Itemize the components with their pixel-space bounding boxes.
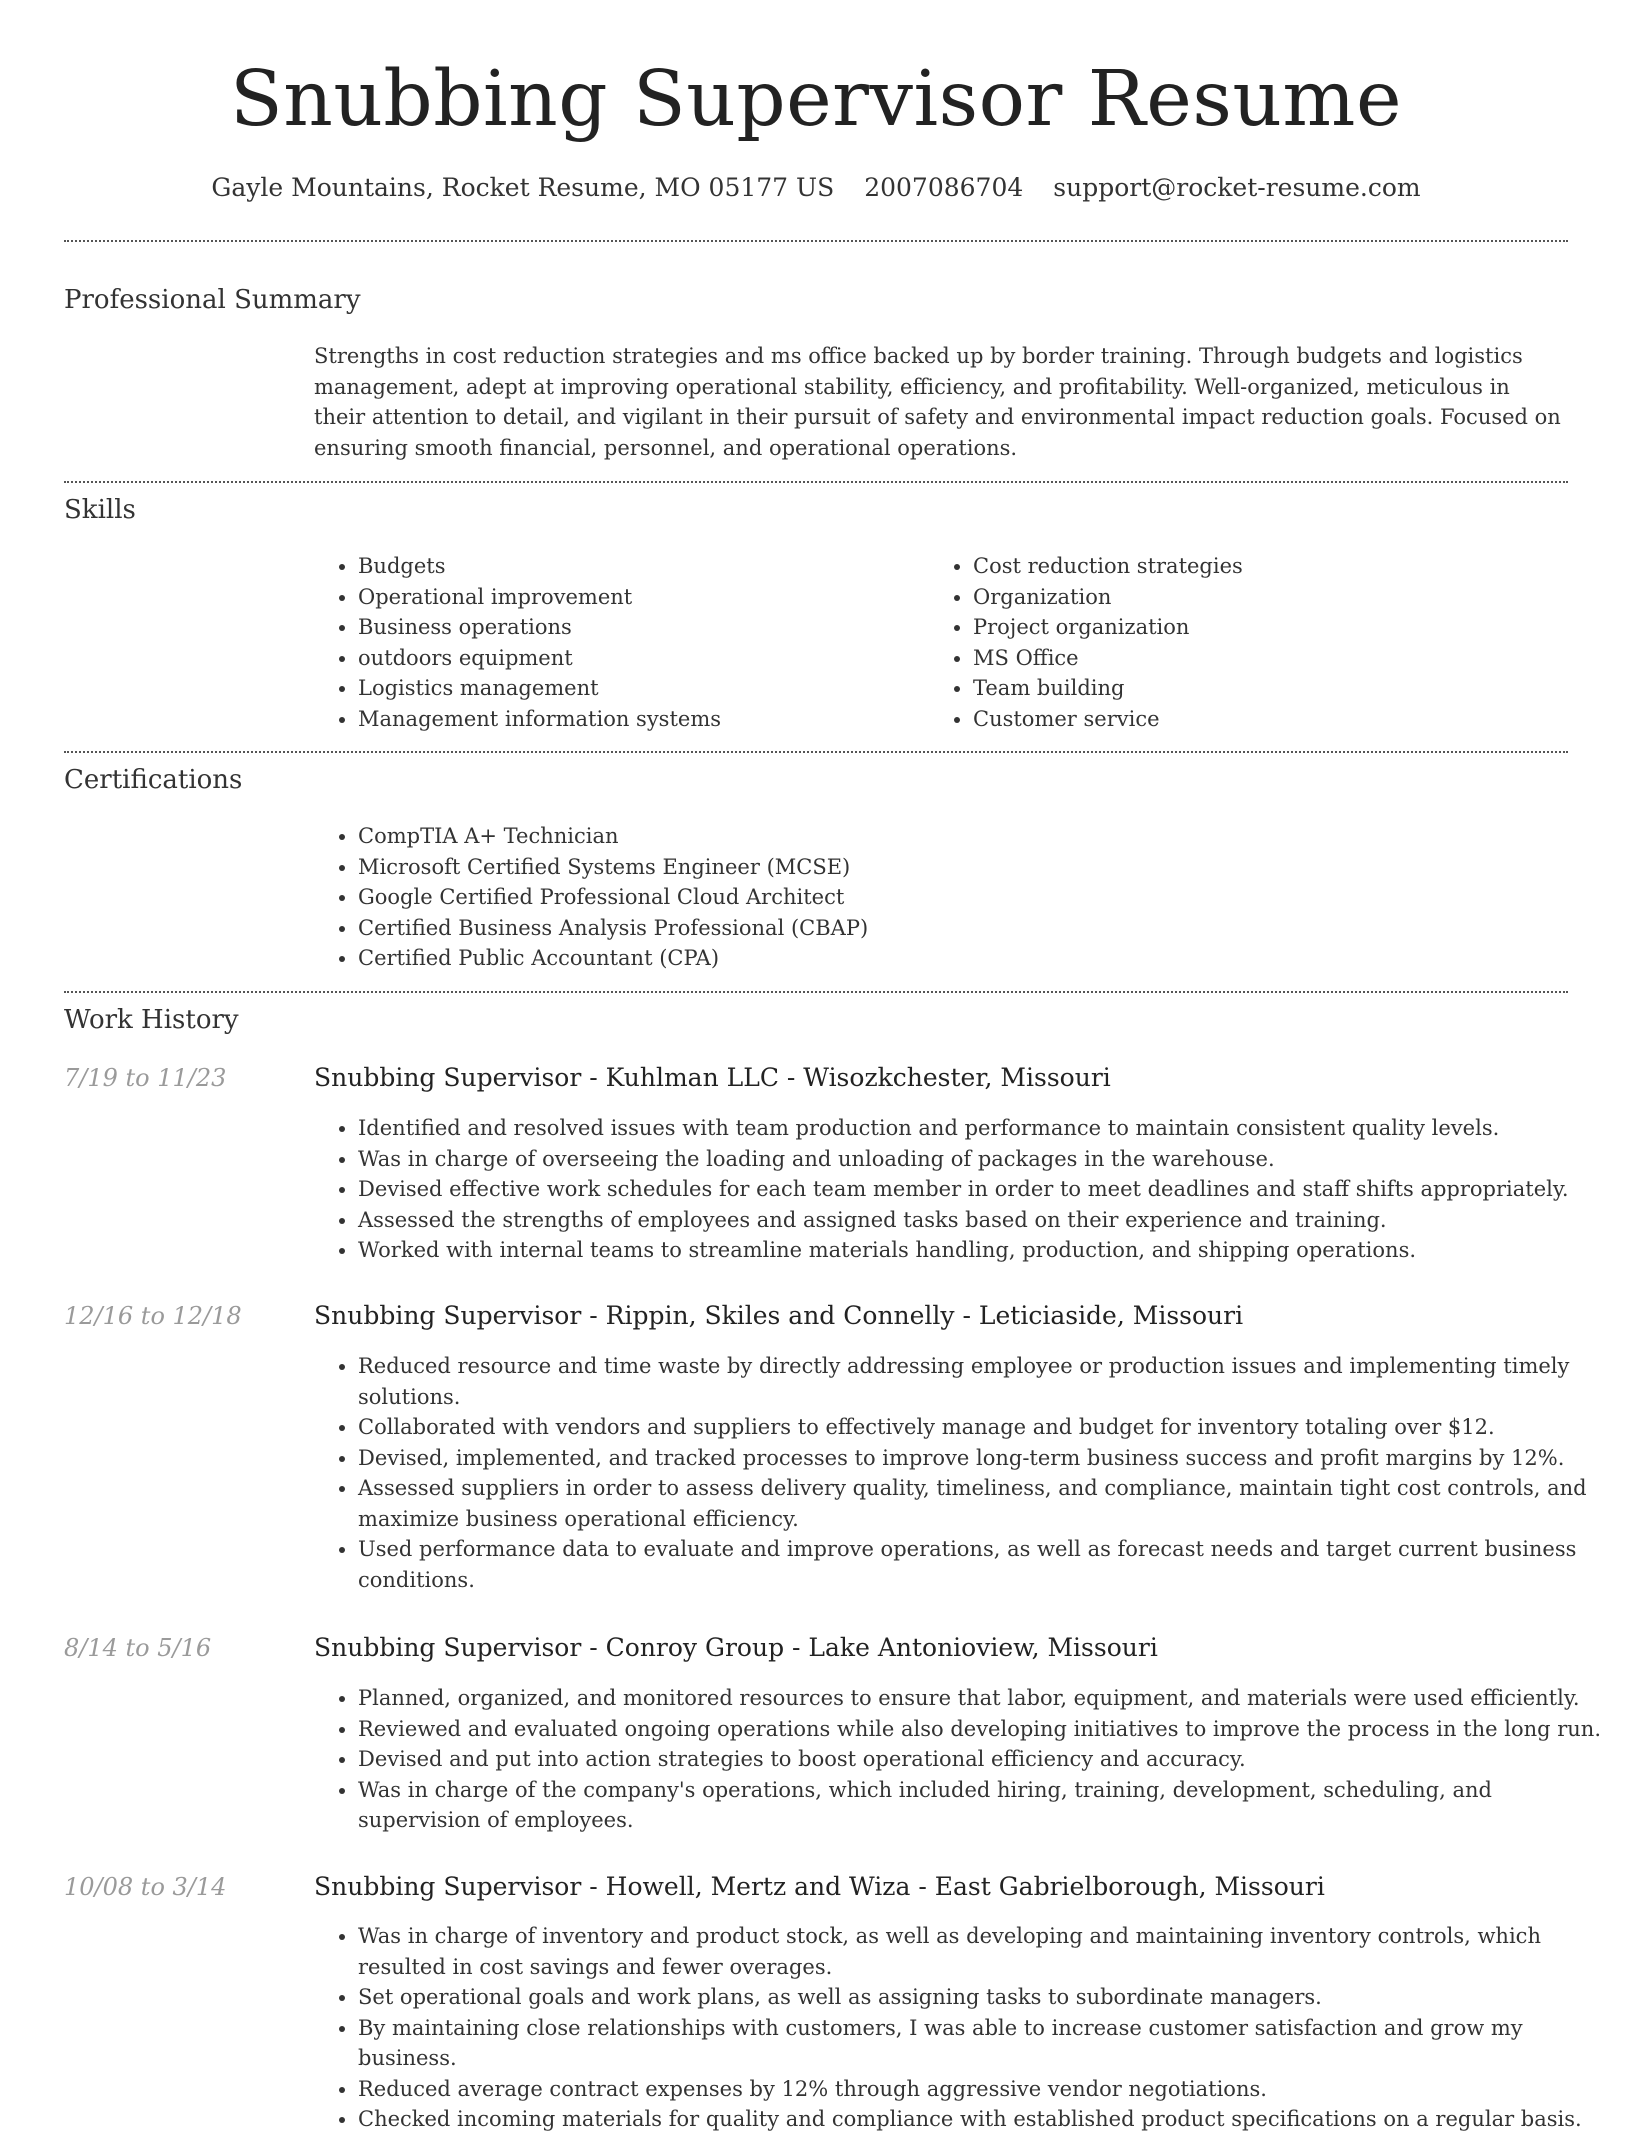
job-bullet: • Reviewed and evaluated ongoing operations while also developing initiatives to improve the process in the long run. — [358, 1714, 1608, 1745]
section-title-skills: Skills — [64, 495, 136, 525]
job-bullet: • By maintaining close relationships with customers, I was able to increase customer satisfaction and grow my business. — [358, 2013, 1608, 2074]
certification-item: • Google Certified Professional Cloud Architect — [358, 882, 1608, 913]
skill-item: • Organization — [973, 582, 1573, 613]
skill-item: • Management information systems — [358, 704, 918, 735]
contact-line — [0, 168, 1632, 208]
job-dates: 7/19 to 11/23 — [64, 1064, 227, 1092]
skill-item: • Operational improvement — [358, 582, 918, 613]
job-bullet: • Checked incoming materials for quality and compliance with established product specifications on a regular basis. — [358, 2104, 1608, 2135]
certification-item: • Certified Public Accountant (CPA) — [358, 943, 1608, 974]
certifications-list — [314, 821, 1608, 974]
job-bullet: • Planned, organized, and monitored resources to ensure that labor, equipment, and materials were used efficiently. — [358, 1683, 1608, 1714]
certification-item: • Microsoft Certified Systems Engineer (MCSE) — [358, 852, 1608, 883]
contact-phone: 2007086704 — [864, 173, 1024, 202]
job-bullet: • Used performance data to evaluate and improve operations, as well as forecast needs and target current business conditions. — [358, 1534, 1608, 1595]
job-bullets — [314, 1683, 1608, 1836]
section-title-certifications: Certifications — [64, 765, 243, 795]
job-title: Snubbing Supervisor - Kuhlman LLC - Wisozkchester, Missouri — [314, 1063, 1111, 1092]
job-bullet: • Devised and put into action strategies to boost operational efficiency and accuracy. — [358, 1744, 1608, 1775]
job-bullet: • Reduced average contract expenses by 12% through aggressive vendor negotiations. — [358, 2074, 1608, 2105]
divider — [64, 991, 1568, 993]
section-title-work-history: Work History — [64, 1005, 239, 1035]
divider — [64, 240, 1568, 242]
job-dates: 12/16 to 12/18 — [64, 1302, 242, 1330]
job-bullet: • Devised effective work schedules for each team member in order to meet deadlines and staff shifts appropriately. — [358, 1174, 1608, 1205]
job-bullet: • Worked with internal teams to streamline materials handling, production, and shipping operations. — [358, 1235, 1608, 1266]
job-title: Snubbing Supervisor - Conroy Group - Lake Antonioview, Missouri — [314, 1633, 1158, 1662]
section-title-summary: Professional Summary — [64, 285, 361, 315]
resume-title: Snubbing Supervisor Resume — [229, 55, 1403, 144]
job-title: Snubbing Supervisor - Howell, Mertz and Wiza - East Gabrielborough, Missouri — [314, 1872, 1325, 1901]
skill-item: • Cost reduction strategies — [973, 551, 1573, 582]
contact-email: support@rocket-resume.com — [1053, 173, 1421, 202]
skills-list-right — [929, 551, 1573, 734]
skill-item: • Customer service — [973, 704, 1573, 735]
job-bullet: • Set operational goals and work plans, as well as assigning tasks to subordinate managers. — [358, 1982, 1608, 2013]
skill-item: • Budgets — [358, 551, 918, 582]
job-bullet: • Collaborated with vendors and suppliers to effectively manage and budget for inventory totaling over $12. — [358, 1412, 1608, 1443]
job-title: Snubbing Supervisor - Rippin, Skiles and Connelly - Leticiaside, Missouri — [314, 1301, 1244, 1330]
certification-item: • Certified Business Analysis Professional (CBAP) — [358, 913, 1608, 944]
summary-text: Strengths in cost reduction strategies and ms office backed up by border training. Through budgets and logistics management, adept at improving operational stability, efficiency, and profitability. Well-organized, meticulous in their attention to detail, and vigilant in their pursuit of safety and environmental impact reduction goals. Focused on ensuring smooth financial, personnel, and operational operations. — [314, 344, 1561, 460]
skill-item: • outdoors equipment — [358, 643, 918, 674]
job-bullet: • Assessed the strengths of employees and assigned tasks based on their experience and training. — [358, 1205, 1608, 1236]
divider — [64, 751, 1568, 753]
job-dates: 8/14 to 5/16 — [64, 1634, 212, 1662]
job-bullets — [314, 1351, 1608, 1595]
skill-item: • Business operations — [358, 612, 918, 643]
divider — [64, 481, 1568, 483]
skill-item: • Project organization — [973, 612, 1573, 643]
job-bullet: • Was in charge of overseeing the loading and unloading of packages in the warehouse. — [358, 1144, 1608, 1175]
skill-item: • Team building — [973, 673, 1573, 704]
job-bullet: • Was in charge of the company's operations, which included hiring, training, development, scheduling, and supervision of employees. — [358, 1775, 1608, 1836]
job-bullets — [314, 1113, 1608, 1266]
job-bullet: • Identified and resolved issues with team production and performance to maintain consistent quality levels. — [358, 1113, 1608, 1144]
job-bullet: • Was in charge of inventory and product stock, as well as developing and maintaining inventory controls, which resulted in cost savings and fewer overages. — [358, 1921, 1608, 1982]
job-bullet: • Devised, implemented, and tracked processes to improve long-term business success and profit margins by 12%. — [358, 1443, 1608, 1474]
job-dates: 10/08 to 3/14 — [64, 1873, 227, 1901]
certification-item: • CompTIA A+ Technician — [358, 821, 1608, 852]
contact-address: Gayle Mountains, Rocket Resume, MO 05177 US — [211, 173, 835, 202]
job-bullet: • Assessed suppliers in order to assess delivery quality, timeliness, and compliance, maintain tight cost controls, and maximize business operational efficiency. — [358, 1473, 1608, 1534]
skill-item: • Logistics management — [358, 673, 918, 704]
skills-list-left — [314, 551, 918, 734]
job-bullets — [314, 1921, 1608, 2135]
job-bullet: • Reduced resource and time waste by directly addressing employee or production issues and implementing timely solutions. — [358, 1351, 1608, 1412]
skill-item: • MS Office — [973, 643, 1573, 674]
